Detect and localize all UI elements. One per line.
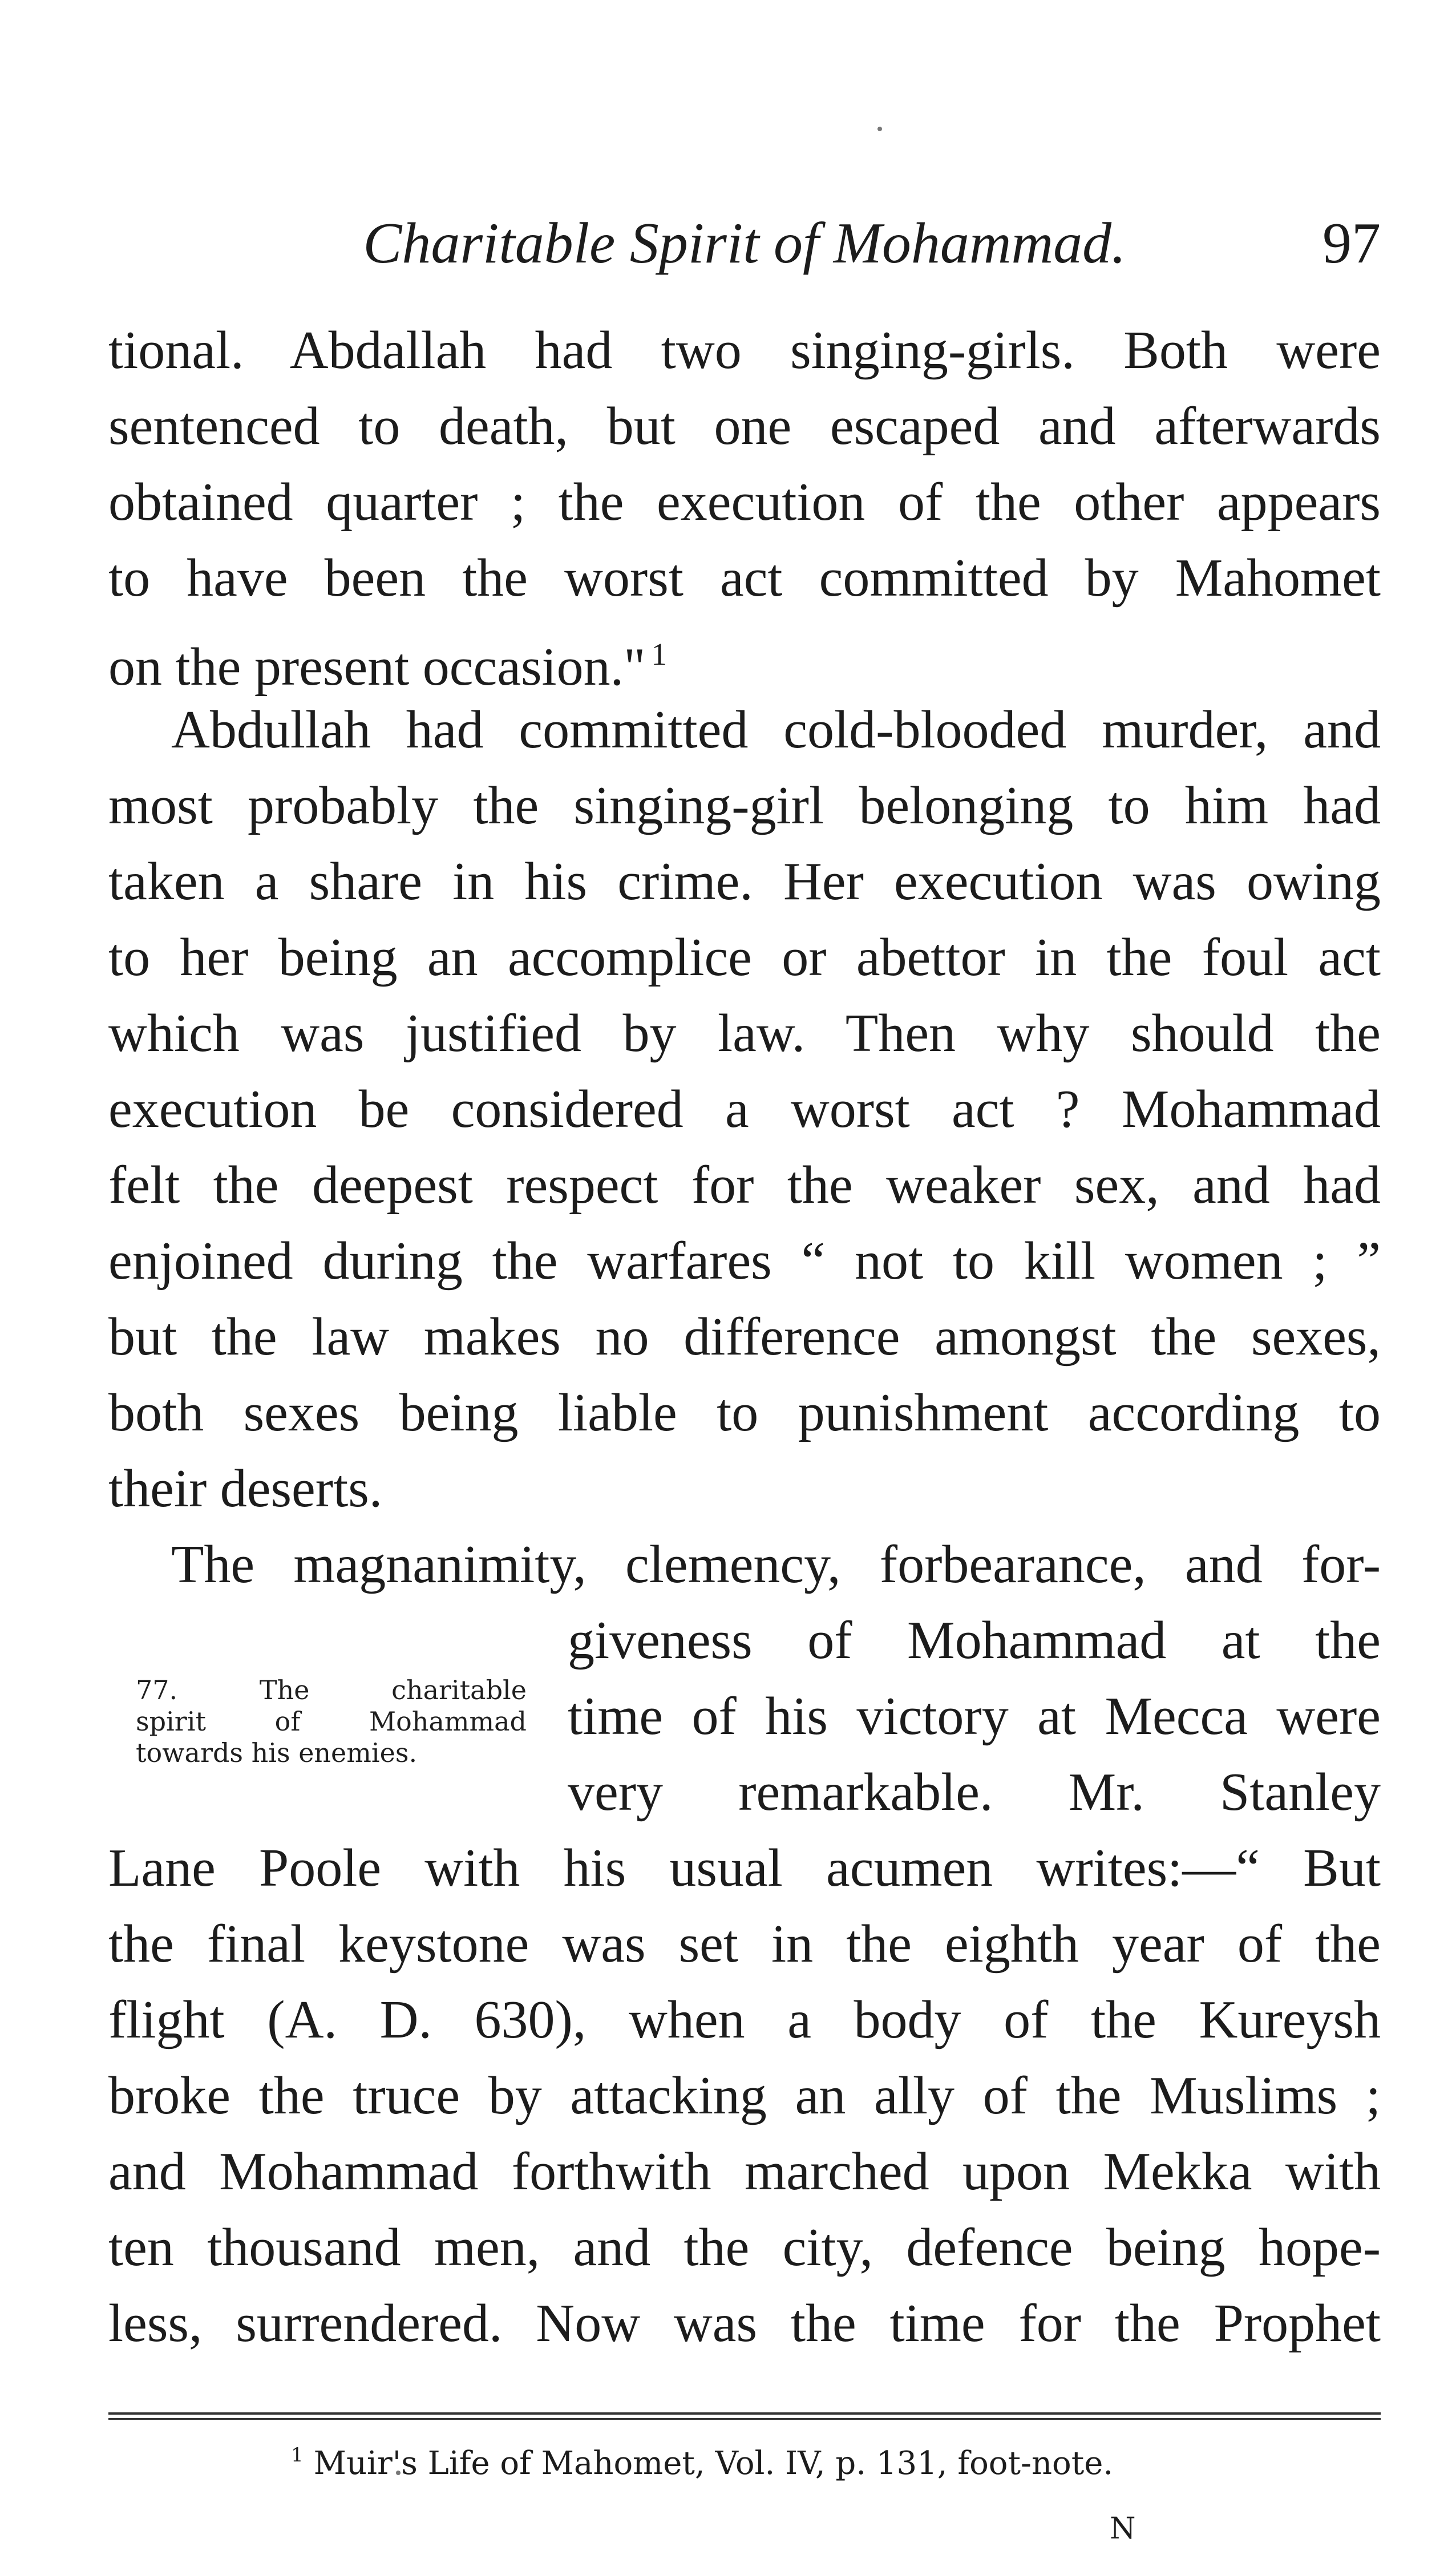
running-head — [108, 212, 1381, 275]
page-number: 97 — [1322, 211, 1381, 276]
catchword: N — [1110, 2512, 1136, 2546]
marginal-note-line: 77. The charitable — [136, 1675, 527, 1705]
body-text — [108, 313, 1381, 2362]
text-line: Abdullah had committed cold-blooded murder, and — [171, 700, 1381, 759]
text-line: time of his victory at Mecca were — [568, 1687, 1381, 1746]
text-line-content: on the present occasion." — [108, 637, 646, 697]
text-line: felt the deepest respect for the weaker sex, and had — [108, 1155, 1381, 1215]
text-line: both sexes being liable to punishment according to — [108, 1383, 1381, 1442]
text-line: which was justified by law. Then why should the — [108, 1004, 1381, 1063]
paragraph-2 — [108, 692, 1381, 1527]
text-line: broke the truce by attacking an ally of the Muslims ; — [108, 2066, 1381, 2125]
footnote — [291, 2435, 1113, 2484]
text-line: the final keystone was set in the eighth year of the — [108, 1914, 1381, 1974]
text-line: but the law makes no difference amongst the sexes, — [108, 1307, 1381, 1367]
text-line: less, surrendered. Now was the time for the Prophet — [108, 2294, 1381, 2353]
text-line: giveness of Mohammad at the — [568, 1611, 1381, 1670]
paper-speck — [877, 127, 882, 131]
text-line: very remarkable. Mr. Stanley — [568, 1762, 1381, 1822]
footnote-mark: 1 — [291, 2444, 304, 2467]
text-line: execution be considered a worst act ? Mohammad — [108, 1080, 1381, 1139]
text-line: and Mohammad forthwith marched upon Mekka with — [108, 2142, 1381, 2201]
text-line: sentenced to death, but one escaped and afterwards — [108, 397, 1381, 456]
text-line: to have been the worst act committed by Mahomet — [108, 548, 1381, 608]
text-line: their deserts. — [108, 1459, 383, 1518]
text-line: ten thousand men, and the city, defence being hope- — [108, 2218, 1381, 2277]
text-line — [108, 616, 1381, 697]
footnote-divider — [108, 2412, 1381, 2420]
running-title: Charitable Spirit of Mohammad. — [363, 211, 1126, 276]
marginal-note — [136, 1675, 527, 1769]
text-line: obtained quarter ; the execution of the other appears — [108, 472, 1381, 532]
text-line: taken a share in his crime. Her execution was owing — [108, 852, 1381, 911]
text-line: to her being an accomplice or abettor in the foul act — [108, 928, 1381, 987]
marginal-note-line: spirit of Mohammad — [136, 1706, 527, 1737]
text-line: Lane Poole with his usual acumen writes:—“ But — [108, 1838, 1381, 1898]
text-line: The magnanimity, clemency, forbearance, and for- — [171, 1535, 1381, 1594]
marginal-note-line: towards his enemies. — [136, 1737, 418, 1768]
text-line: tional. Abdallah had two singing-girls. Both were — [108, 321, 1381, 380]
footnote-reference: 1 — [651, 637, 668, 672]
paragraph-1 — [108, 313, 1381, 697]
text-line: flight (A. D. 630), when a body of the Kureysh — [108, 1990, 1381, 2049]
footnote-text: Muir's Life of Mahomet, Vol. IV, p. 131, foot-note. — [313, 2445, 1114, 2482]
paragraph-3 — [108, 1527, 1381, 2362]
text-line: most probably the singing-girl belonging to him had — [108, 776, 1381, 835]
text-line: enjoined during the warfares “ not to kill women ; ” — [108, 1231, 1381, 1291]
